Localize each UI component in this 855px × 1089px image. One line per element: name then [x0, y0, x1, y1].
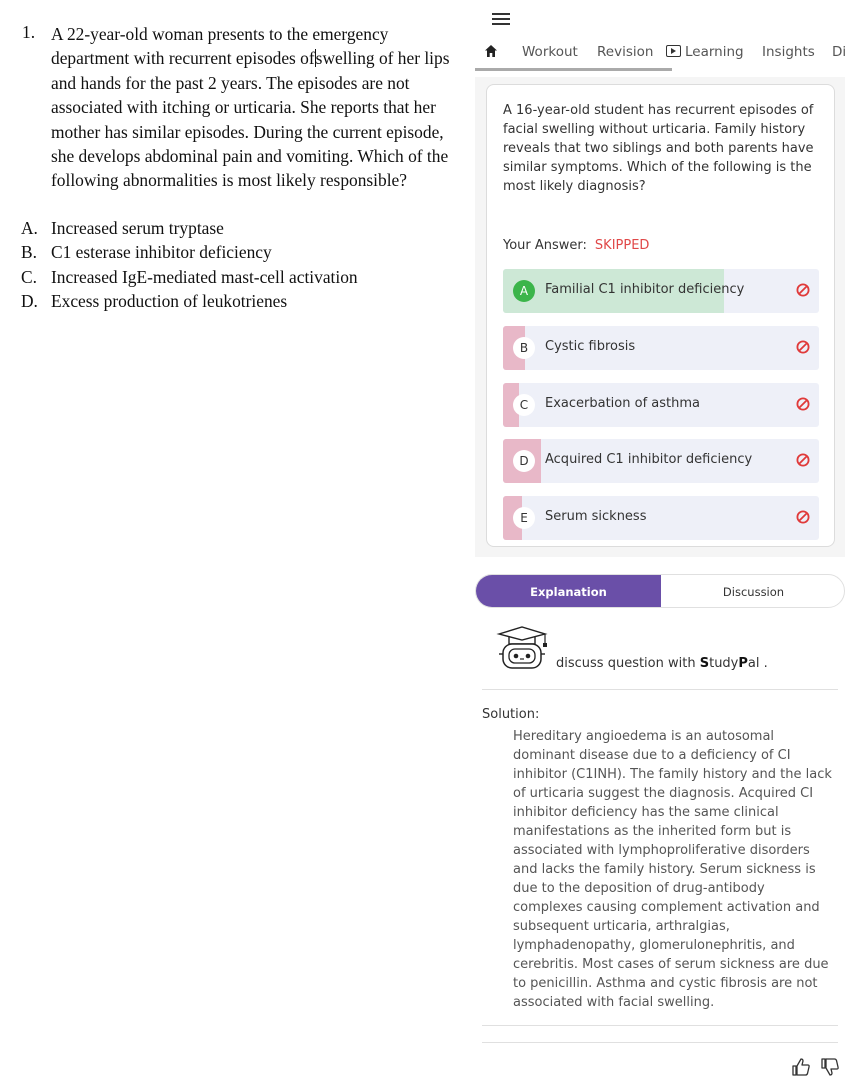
choice-label: Serum sickness: [545, 509, 647, 524]
thumbs-up-icon[interactable]: [791, 1057, 811, 1077]
tab-explanation[interactable]: Explanation: [476, 575, 661, 608]
your-answer-label: Your Answer:: [503, 238, 587, 253]
brand-p: P: [738, 656, 748, 671]
discuss-prefix: discuss question with: [556, 656, 700, 671]
ban-icon: [796, 340, 810, 354]
option-text: Increased IgE-mediated mast-cell activation: [51, 267, 358, 287]
option-letter: C.: [21, 267, 37, 287]
option-b: [21, 240, 272, 264]
option-text: Increased serum tryptase: [51, 218, 224, 238]
nav-item-learning[interactable]: [666, 44, 744, 60]
play-icon: [666, 45, 681, 57]
option-d: [21, 289, 287, 313]
choice-label: Familial C1 inhibitor deficiency: [545, 282, 745, 297]
brand-al: al: [747, 656, 760, 671]
ban-icon: [796, 453, 810, 467]
question-number: 1.: [22, 22, 36, 42]
nav-item-insights[interactable]: Insights: [762, 44, 815, 60]
answer-choice-b[interactable]: [503, 326, 819, 370]
divider: [482, 1025, 838, 1026]
top-nav: [475, 36, 855, 72]
ban-icon: [796, 397, 810, 411]
choice-letter-badge: A: [513, 280, 535, 302]
question-text[interactable]: [51, 22, 456, 193]
answer-choice-e[interactable]: [503, 496, 819, 540]
answer-choice-c[interactable]: [503, 383, 819, 427]
ban-icon: [796, 283, 810, 297]
choice-label: Cystic fibrosis: [545, 339, 636, 354]
option-text: C1 esterase inhibitor deficiency: [51, 242, 272, 262]
hamburger-menu-icon[interactable]: [492, 11, 512, 27]
option-letter: A.: [21, 218, 38, 238]
brand-tudy: tudy: [709, 656, 739, 671]
question-stem: A 16-year-old student has recurrent episodes of facial swelling without urticaria. Family history reveals that two siblings and both parents have similar symptoms. Which of the following is the most likely diagnosis?: [503, 103, 814, 194]
divider: [482, 689, 838, 690]
solution-label: Solution:: [482, 707, 540, 722]
option-c: [21, 265, 358, 289]
your-answer-value: SKIPPED: [594, 238, 650, 253]
nav-active-indicator: [475, 68, 672, 71]
choice-letter-badge: C: [513, 394, 535, 416]
explanation-tabs: [475, 574, 845, 608]
ban-icon: [796, 510, 810, 524]
nav-item-discussions[interactable]: Di: [832, 44, 847, 60]
nav-item-revision[interactable]: Revision: [597, 44, 654, 60]
discuss-suffix: .: [759, 656, 768, 671]
choice-label: Acquired C1 inhibitor deficiency: [545, 452, 753, 467]
question-text-part-1: A 22-year-old woman presents to the emergency department with recurrent episodes of: [51, 24, 389, 69]
solution-text: Hereditary angioedema is an autosomal dominant disease due to a deficiency of CI inhibitor (C1INH). The family history and the lack of urticaria suggest the diagnosis. Acquired CI inhibitor deficiency has the same clinical manifestations as the inherited form but is associated with lymphoproliferative disorders and lacks the family history. Serum sickness is due to the deposition of drug-antibody complexes causing complement activation and subsequent urticaria, arthralgias, lymphadenopathy, glomerulonephritis, and cerebritis. Most cases of serum sickness are due to penicillin. Asthma and cystic fibrosis are not associated with facial swelling.: [513, 729, 832, 1010]
option-text: Excess production of leukotrienes: [51, 291, 288, 311]
studypal-robot-icon[interactable]: [495, 626, 551, 672]
answer-choice-a[interactable]: [503, 269, 819, 313]
option-letter: D.: [21, 291, 38, 311]
choice-letter-badge: E: [513, 507, 535, 529]
answer-choice-d[interactable]: [503, 439, 819, 483]
discuss-with-studypal-link[interactable]: [556, 656, 768, 671]
brand-s: S: [699, 656, 710, 671]
your-answer: [503, 238, 649, 253]
choice-label: Exacerbation of asthma: [545, 396, 700, 411]
nav-item-learning-label: Learning: [685, 44, 744, 60]
thumbs-down-icon[interactable]: [820, 1057, 840, 1077]
home-icon[interactable]: [484, 44, 498, 58]
option-a: [21, 216, 224, 240]
option-letter: B.: [21, 242, 37, 262]
question-card: [486, 84, 835, 547]
tab-discussion[interactable]: Discussion: [722, 585, 785, 599]
divider: [482, 1042, 838, 1043]
nav-item-workout[interactable]: Workout: [522, 44, 578, 60]
question-text-part-2: swelling of her lips and hands for the past 2 years. The episodes are not associated with itching or urticaria. She reports that her mother has similar episodes. During the current episode, she develops abdominal pain and vomiting. Which of the following abnormalities is most likely responsible?: [51, 48, 450, 191]
quiz-app: [475, 0, 855, 1089]
choice-letter-badge: D: [513, 450, 535, 472]
choice-letter-badge: B: [513, 337, 535, 359]
